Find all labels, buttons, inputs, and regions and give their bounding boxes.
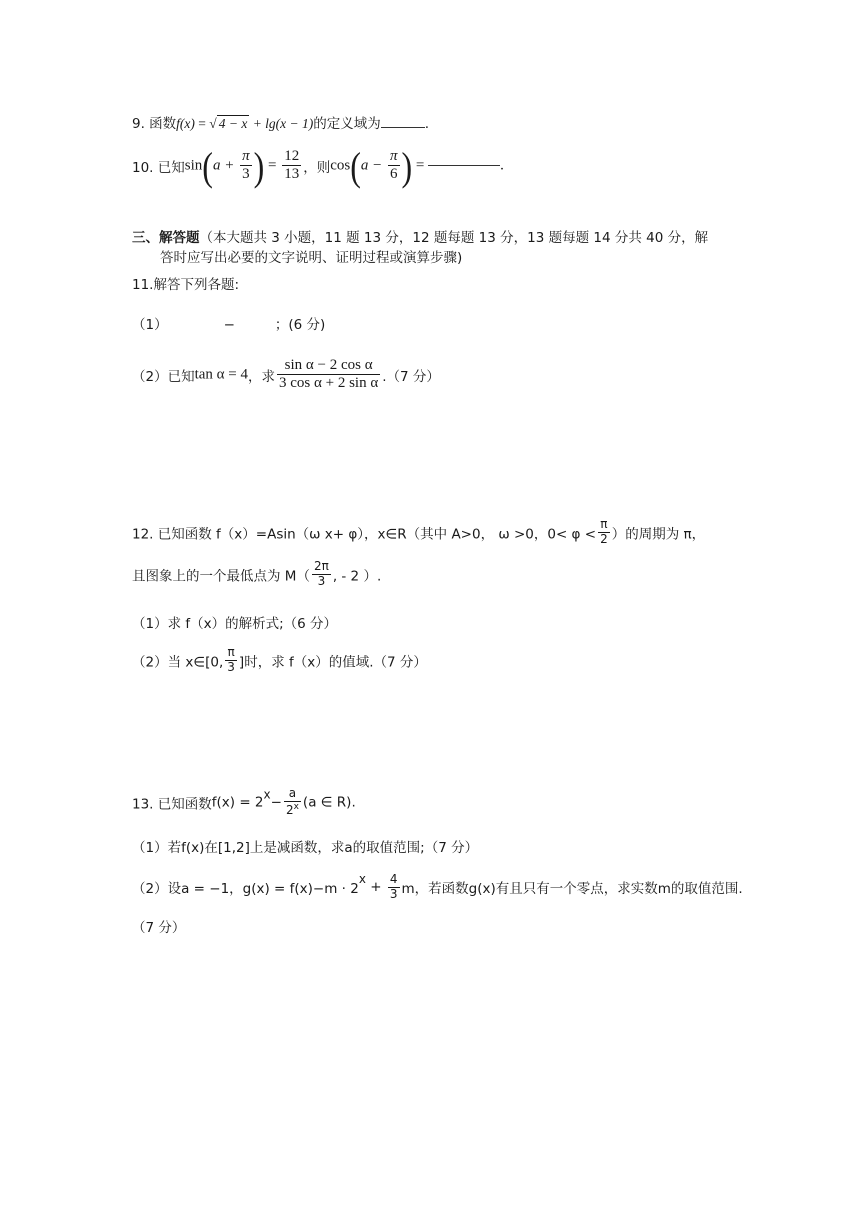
paren-right: )	[253, 143, 265, 189]
frac-num: 12	[282, 148, 301, 166]
frac-num: π	[225, 646, 237, 661]
trig-fraction	[277, 357, 380, 393]
q11-title: 11.解答下列各题:	[132, 277, 240, 293]
q10-end: .	[500, 157, 504, 174]
points: ；(6 分)	[274, 317, 326, 333]
q10-a-plus: a +	[212, 157, 239, 174]
section-title: 三、解答题	[132, 230, 200, 246]
answer-blank	[428, 165, 500, 166]
a-over-2x-fraction	[284, 787, 301, 818]
pi-over-6-fraction	[388, 148, 400, 184]
q12-part2-b: ]时，求 f（x）的值域.（7 分）	[238, 654, 427, 671]
q13-line1	[132, 787, 356, 818]
q10-eq: =	[264, 157, 281, 174]
q12-line2	[132, 560, 381, 589]
q12-part1: （1）求 f（x）的解析式;（6 分）	[132, 616, 338, 632]
paren-right: )	[401, 143, 413, 189]
four-thirds-fraction	[388, 873, 400, 902]
section-note-2: 答时应写出必要的文字说明、证明过程或演算步骤)	[160, 250, 463, 266]
frac-den: 2	[600, 531, 608, 546]
frac-num: π	[598, 518, 610, 533]
q9-end: .	[424, 116, 430, 132]
q10-cos: cos	[330, 157, 351, 174]
plus-sign: +	[365, 879, 386, 895]
paren-left: (	[202, 143, 213, 189]
q13-part1: （1）若f(x)在[1,2]上是减函数，求a的取值范围;（7 分）	[132, 840, 479, 856]
frac-den: 3	[389, 886, 398, 901]
frac-num: a	[284, 787, 301, 802]
frac-num: sin α − 2 cos α	[277, 357, 380, 375]
q13-func-a: f(x) = 2	[211, 794, 264, 811]
frac-den: 3	[242, 166, 250, 183]
q10-eq2: =	[412, 157, 429, 174]
minus-sign: −	[270, 794, 282, 811]
two-pi-over-3-fraction	[312, 560, 331, 589]
pi-over-2-fraction	[598, 518, 610, 547]
pi-over-3-fraction	[240, 148, 252, 184]
part-label: （2）已知	[132, 368, 195, 385]
q10-mid: ，则	[303, 159, 331, 176]
frac-num: 2π	[313, 559, 329, 573]
q10-prefix: 10. 已知	[132, 159, 185, 176]
q9-eq: =	[194, 116, 210, 131]
section-3-header	[132, 226, 708, 246]
paren-left: (	[350, 143, 361, 189]
frac-den: 2$^x$	[285, 801, 299, 817]
q12-line1	[132, 518, 705, 547]
q12-text-d: , - 2 ）.	[332, 568, 382, 585]
frac-den: 3	[317, 573, 326, 588]
exponent: x	[358, 872, 366, 886]
q10-sin: sin	[184, 157, 203, 174]
q12-part2-a: （2）当 x∈[0,	[132, 654, 224, 671]
q12-text-a: 12. 已知函数 f（x）=Asin（ω x+ φ），x∈R（其中 A>0， ω >0，0< φ <	[132, 526, 597, 543]
q11-part1	[132, 313, 325, 333]
q9-suffix: 的定义域为	[313, 116, 381, 132]
points: .（7 分）	[382, 368, 440, 385]
q12-text-c: 且图象上的一个最低点为 M（	[132, 568, 310, 585]
q13-part2-a: （2）设a = −1，g(x) = f(x)−m · 2	[132, 881, 359, 897]
tan-expression: tan α = 4	[194, 366, 248, 383]
q9-radicand: 4 − x	[218, 116, 248, 131]
q13-func-b: (a ∈ R).	[302, 794, 356, 811]
q13-part2-points: （7 分）	[132, 920, 186, 936]
exponent: x	[263, 787, 271, 802]
q11-part2	[132, 357, 440, 393]
frac-den: 3	[227, 659, 235, 674]
q12-text-b: ）的周期为 π，	[611, 526, 706, 543]
q9-prefix: 9. 函数	[132, 116, 177, 132]
section-note-1: （本大题共 3 小题，11 题 13 分，12 题每题 13 分，13 题每题 14 分共 40 分，解	[199, 230, 709, 246]
twelve-thirteenths-fraction	[282, 148, 301, 184]
q10-a-minus: a −	[360, 157, 386, 174]
sqrt-sign: √	[209, 116, 217, 131]
question-10	[132, 143, 504, 189]
part-label: （1）	[132, 317, 168, 333]
frac-den: 6	[389, 166, 398, 183]
part2-mid: ，求	[248, 368, 275, 385]
q13-part2	[132, 872, 743, 901]
frac-den: 13	[284, 166, 300, 183]
frac-num: π	[388, 148, 400, 166]
q9-plus-lg: + lg(x − 1)	[249, 116, 314, 131]
question-9	[132, 112, 429, 132]
q9-fx: f(x)	[176, 116, 195, 131]
frac-num: π	[240, 148, 252, 166]
frac-den: 3 cos α + 2 sin α	[279, 375, 379, 392]
frac-num: 4	[389, 871, 398, 886]
answer-blank	[381, 127, 425, 128]
q12-part2	[132, 646, 427, 675]
q13-prefix: 13. 已知函数	[132, 796, 212, 813]
pi-over-3-fraction	[225, 646, 237, 675]
q13-part2-b: m，若函数g(x)有且只有一个零点，求实数m的取值范围.	[401, 881, 743, 897]
minus-sign: −	[223, 317, 235, 333]
